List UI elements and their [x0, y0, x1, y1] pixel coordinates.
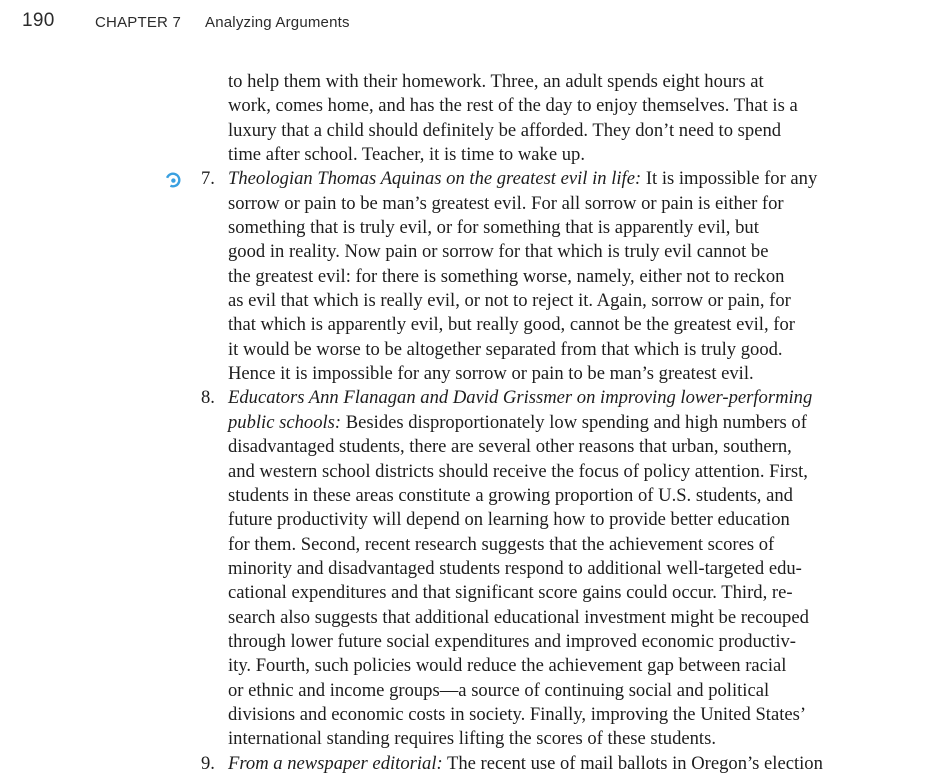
item-text: It is impossible for any: [641, 168, 818, 190]
text-line: [228, 167, 878, 191]
text-line: and western school districts should receive the focus of policy attention. First,: [228, 460, 808, 482]
text-line: good in reality. Now pain or sorrow for that which is truly evil cannot be: [228, 241, 769, 263]
text-line: the greatest evil: for there is something worse, namely, either not to reckon: [228, 265, 785, 287]
text-line: ity. Fourth, such policies would reduce the achievement gap between racial: [228, 655, 787, 677]
text-line: [228, 752, 878, 776]
text-line: disadvantaged students, there are several other reasons that urban, southern,: [228, 436, 792, 458]
item-text: The recent use of mail ballots in Oregon’s election: [442, 752, 823, 774]
text-line: Hence it is impossible for any sorrow or pain to be man’s greatest evil.: [228, 363, 754, 385]
item-source-attribution: Educators Ann Flanagan and David Grissmer on improving lower-performing: [228, 387, 813, 409]
text-line: it would be worse to be altogether separated from that which is truly good.: [228, 338, 783, 360]
text-line: international standing requires lifting the scores of these students.: [228, 728, 716, 750]
text-line: work, comes home, and has the rest of the day to enjoy themselves. That is a: [228, 95, 798, 117]
item-source-attribution: Theologian Thomas Aquinas on the greatest evil in life:: [228, 168, 642, 190]
item-number: 8.: [201, 387, 215, 409]
item-source-attribution: From a newspaper editorial:: [228, 752, 443, 774]
text-line: as evil that which is really evil, or not to reject it. Again, sorrow or pain, for: [228, 290, 791, 312]
item-text: Besides disproportionately low spending and high numbers of: [341, 411, 807, 433]
text-line: something that is truly evil, or for something that is apparently evil, but: [228, 217, 759, 239]
text-line: time after school. Teacher, it is time to wake up.: [228, 144, 585, 166]
text-line: to help them with their homework. Three, an adult spends eight hours at: [228, 71, 764, 92]
text-line: search also suggests that additional educational investment might be recouped: [228, 606, 809, 628]
page-number: 190: [22, 10, 55, 31]
exercise-item-8: [201, 386, 878, 751]
item-number: 9.: [201, 752, 215, 774]
text-line: future productivity will depend on learning how to provide better education: [228, 509, 790, 531]
text-line: cational expenditures and that significant score gains could occur. Third, re-: [228, 582, 793, 604]
text-line: or ethnic and income groups—a source of continuing social and political: [228, 679, 770, 701]
text-line: minority and disadvantaged students respond to additional well-targeted edu-: [228, 557, 802, 579]
exercise-item-7: [201, 167, 878, 386]
audio-icon[interactable]: [165, 171, 181, 187]
item-number: 7.: [201, 168, 215, 190]
text-line: [228, 411, 878, 435]
text-line: students in these areas constitute a growing proportion of U.S. students, and: [228, 484, 793, 506]
exercise-item-9: [201, 752, 878, 776]
text-line: that which is apparently evil, but really good, cannot be the greatest evil, for: [228, 314, 795, 336]
text-line: luxury that a child should definitely be afforded. They don’t need to spend: [228, 119, 782, 141]
running-head: [22, 10, 943, 36]
continuation-paragraph: [228, 70, 878, 167]
text-line: divisions and economic costs in society. Finally, improving the United States’: [228, 703, 807, 725]
page-body: [201, 70, 878, 776]
text-line: sorrow or pain to be man’s greatest evil. For all sorrow or pain is either for: [228, 192, 784, 214]
text-line: through lower future social expenditures and improved economic productiv-: [228, 630, 796, 652]
item-source-attribution: public schools:: [228, 411, 342, 433]
chapter-title: Analyzing Arguments: [205, 14, 350, 31]
text-line: for them. Second, recent research suggests that the achievement scores of: [228, 533, 775, 555]
chapter-label: CHAPTER 7: [95, 14, 181, 31]
